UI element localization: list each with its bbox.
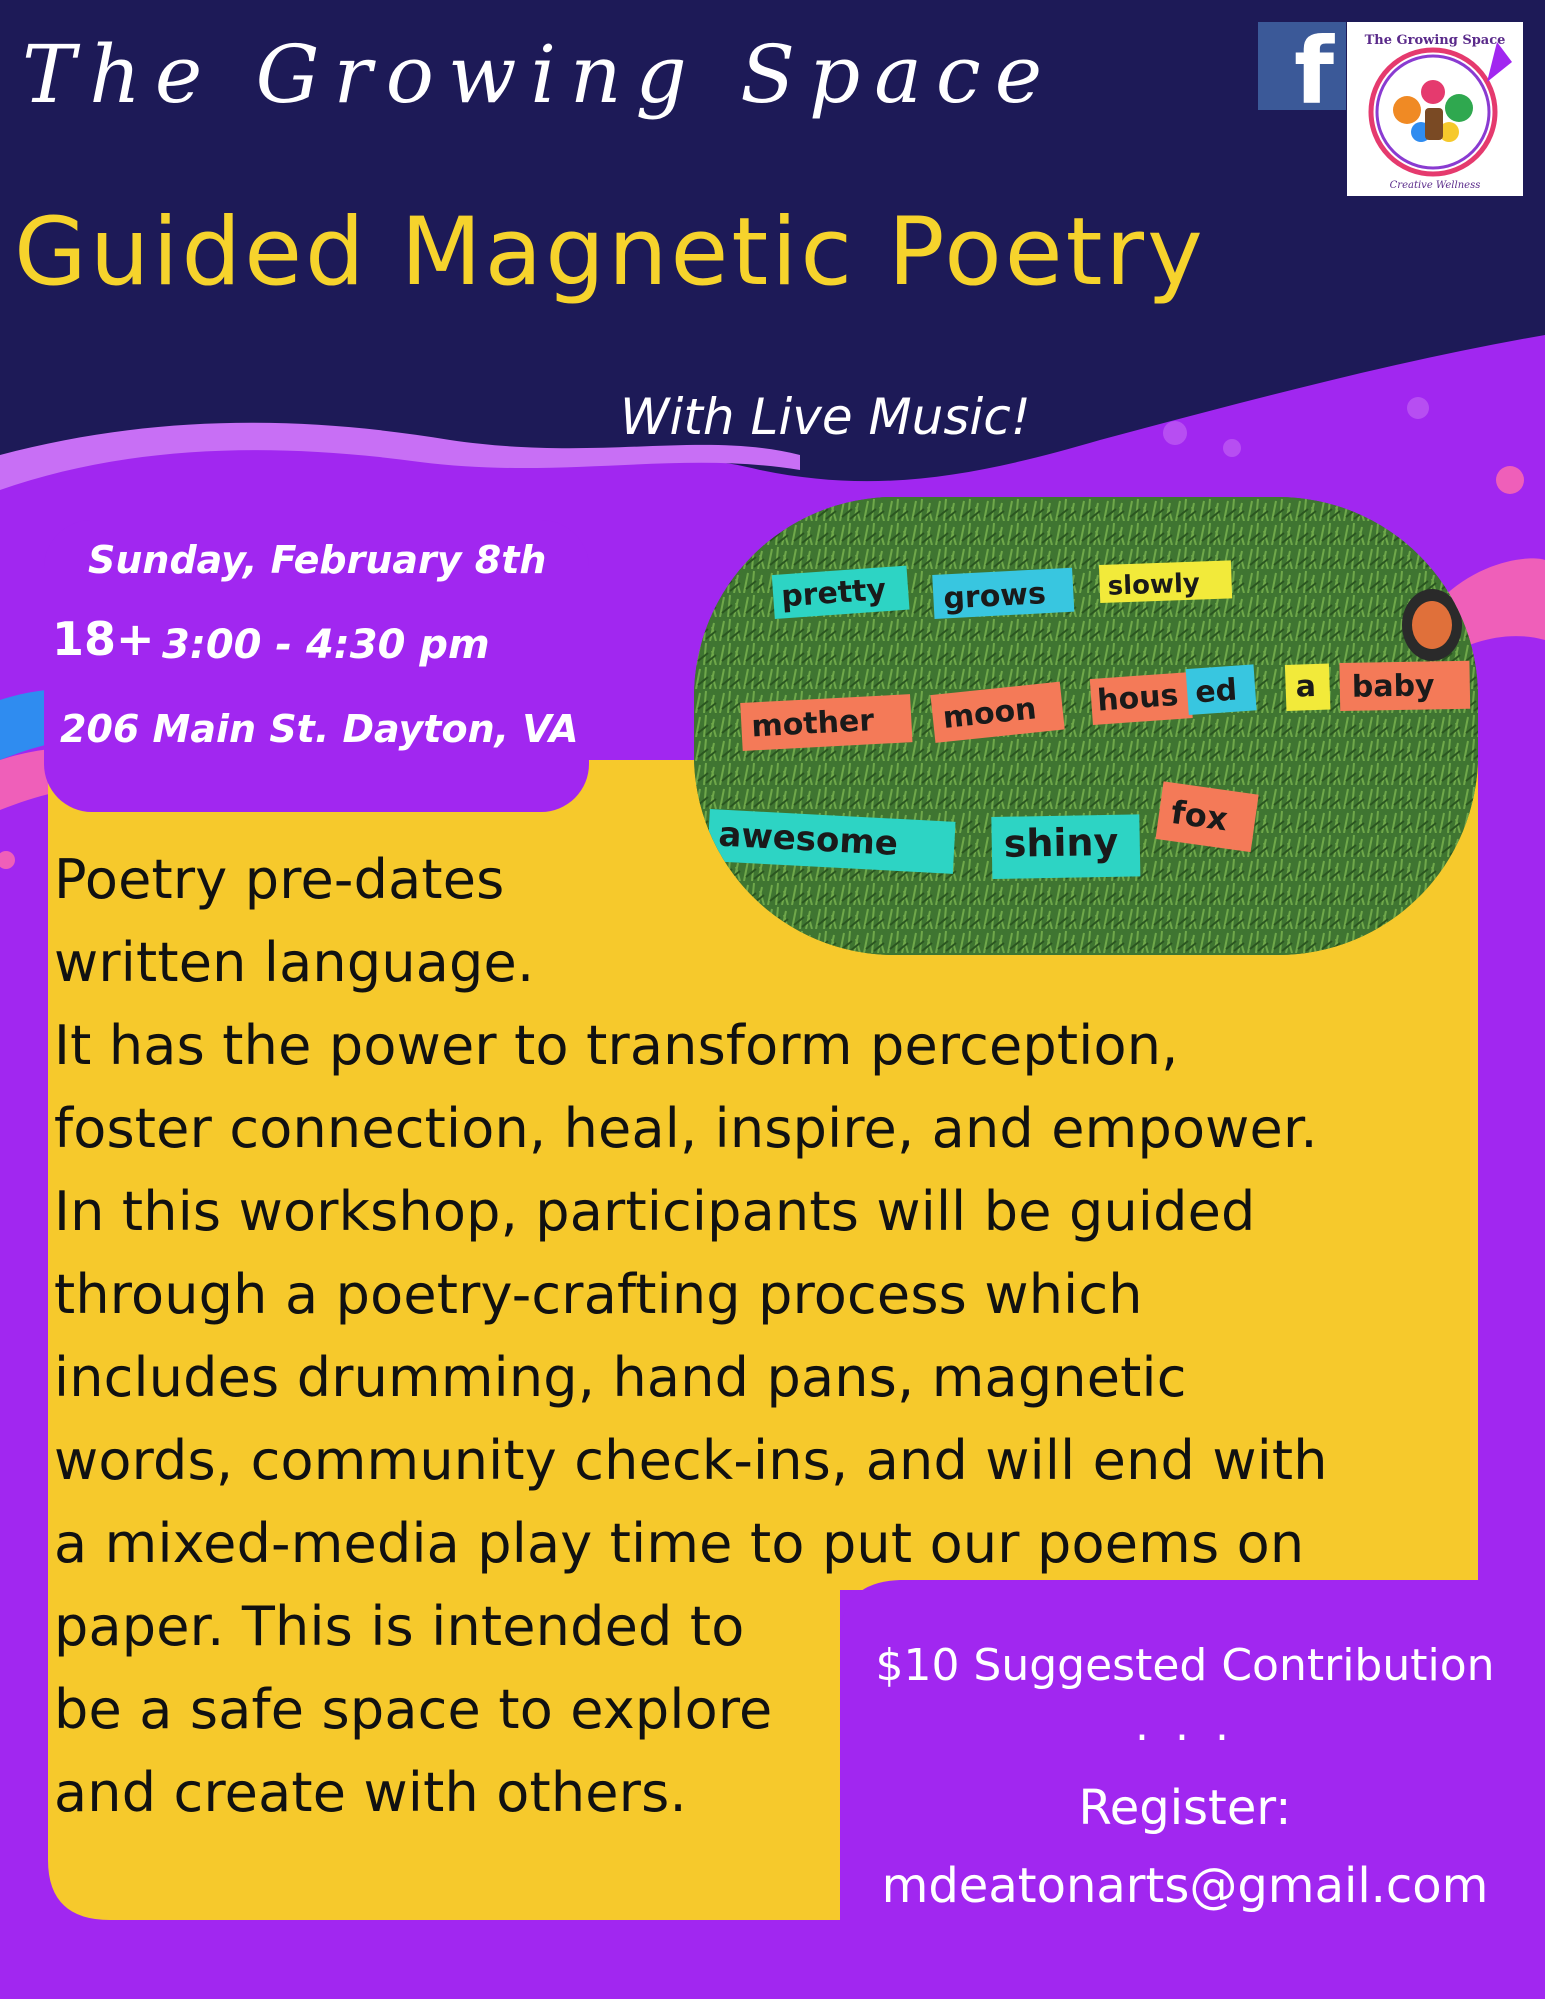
- word-slowly: slowly: [1107, 568, 1201, 602]
- facebook-glyph: f: [1293, 18, 1334, 125]
- word-hous: hous: [1096, 677, 1180, 719]
- age-requirement: 18+: [52, 612, 155, 666]
- word-baby: baby: [1351, 668, 1435, 705]
- word-shiny: shiny: [1003, 819, 1119, 866]
- event-time: 3:00 - 4:30 pm: [162, 622, 490, 668]
- org-name-title: The Growing Space: [22, 28, 1057, 121]
- separator-dots: . . .: [1135, 1700, 1235, 1751]
- facebook-icon[interactable]: [1258, 18, 1346, 125]
- word-pretty: pretty: [780, 572, 888, 615]
- word-fox: fox: [1168, 792, 1231, 839]
- register-email-link[interactable]: mdeatonarts@gmail.com: [881, 1858, 1489, 1914]
- word-awesome: awesome: [717, 814, 899, 864]
- event-date: Sunday, February 8th: [88, 538, 547, 582]
- word-grows: grows: [942, 576, 1047, 617]
- word-moon: moon: [941, 691, 1039, 736]
- suggested-contribution: $10 Suggested Contribution: [875, 1640, 1495, 1691]
- event-address: 206 Main St. Dayton, VA: [60, 707, 579, 751]
- logo-top-text: The Growing Space: [1364, 33, 1506, 48]
- word-ed: ed: [1194, 672, 1239, 711]
- word-a: a: [1295, 668, 1317, 705]
- event-subtitle: With Live Music!: [620, 388, 1031, 446]
- logo-bottom-text: Creative Wellness: [1389, 180, 1481, 191]
- register-label: Register:: [1078, 1780, 1292, 1836]
- logo-graphic: [1347, 22, 1523, 196]
- event-title: Guided Magnetic Poetry: [14, 198, 1206, 307]
- event-description: Poetry pre-dates written language. It has the power to transform perception, foster connection, heal, inspire, and empower. In this workshop, participants will be guided through a poetry-crafting process which includes drumming, hand pans, magnetic words, community check-ins, and will end with a mixed-media play time to put our poems on paper. This is intended to be a safe space to explore and create with others.: [54, 848, 1328, 1824]
- growing-space-logo: [1347, 22, 1523, 196]
- word-mother: mother: [750, 703, 875, 745]
